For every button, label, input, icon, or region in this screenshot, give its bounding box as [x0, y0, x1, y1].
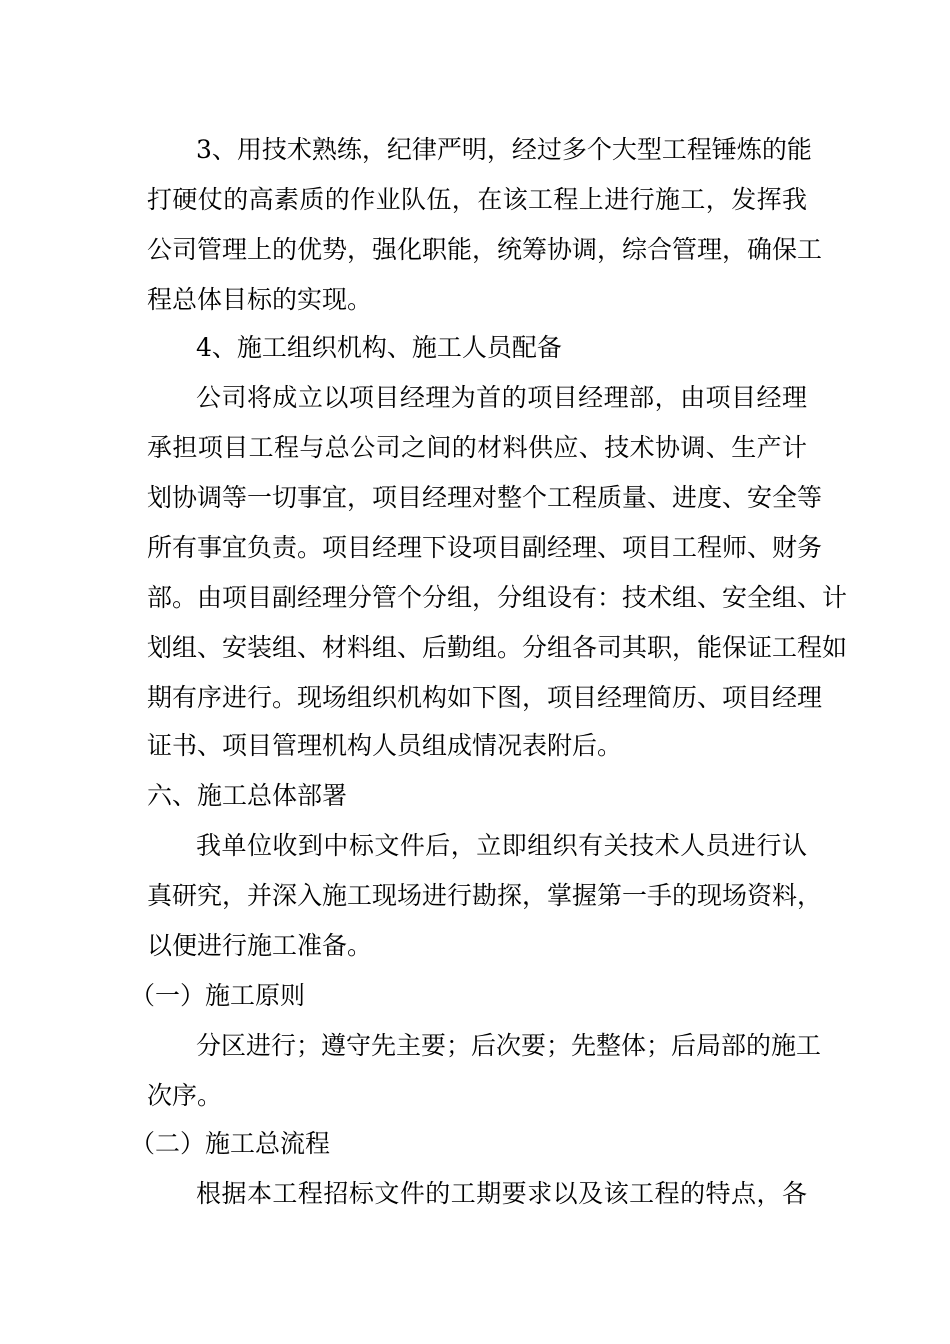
paragraph-line: 分区进行；遵守先主要；后次要；先整体；后局部的施工: [196, 1031, 822, 1060]
paragraph-line: 3、用技术熟练，纪律严明，经过多个大型工程锤炼的能: [196, 135, 812, 164]
paragraph-line: 划组、安装组、材料组、后勤组。分组各司其职，能保证工程如: [147, 633, 848, 662]
subsection-heading: （二）施工总流程: [130, 1129, 331, 1158]
paragraph-line: 所有事宜负责。项目经理下设项目副经理、项目工程师、财务: [147, 533, 823, 562]
paragraph-line: 以便进行施工准备。: [147, 931, 373, 960]
paragraph-line: 证书、项目管理机构人员组成情况表附后。: [147, 731, 623, 760]
paragraph-line: 公司将成立以项目经理为首的项目经理部，由项目经理: [196, 383, 807, 412]
paragraph-line: 承担项目工程与总公司之间的材料供应、技术协调、生产计: [147, 433, 807, 462]
paragraph-line: 部。由项目副经理分管个分组，分组设有：技术组、安全组、计: [147, 583, 848, 612]
paragraph-line: 真研究，并深入施工现场进行勘探，掌握第一手的现场资料，: [147, 881, 823, 910]
paragraph-line: 划协调等一切事宜，项目经理对整个工程质量、进度、安全等: [147, 483, 823, 512]
section-heading: 六、施工总体部署: [147, 781, 348, 810]
paragraph-line: 次序。: [147, 1081, 223, 1110]
section-heading: 4、施工组织机构、施工人员配备: [196, 333, 562, 362]
paragraph-line: 期有序进行。现场组织机构如下图，项目经理简历、项目经理: [147, 683, 823, 712]
paragraph-line: 我单位收到中标文件后，立即组织有关技术人员进行认: [196, 831, 807, 860]
paragraph-line: 程总体目标的实现。: [147, 285, 373, 314]
paragraph-line: 公司管理上的优势，强化职能，统筹协调，综合管理，确保工: [147, 235, 823, 264]
paragraph-line: 根据本工程招标文件的工期要求以及该工程的特点，各: [196, 1179, 807, 1208]
paragraph-line: 打硬仗的高素质的作业队伍，在该工程上进行施工，发挥我: [147, 185, 807, 214]
subsection-heading: （一）施工原则: [130, 981, 306, 1010]
